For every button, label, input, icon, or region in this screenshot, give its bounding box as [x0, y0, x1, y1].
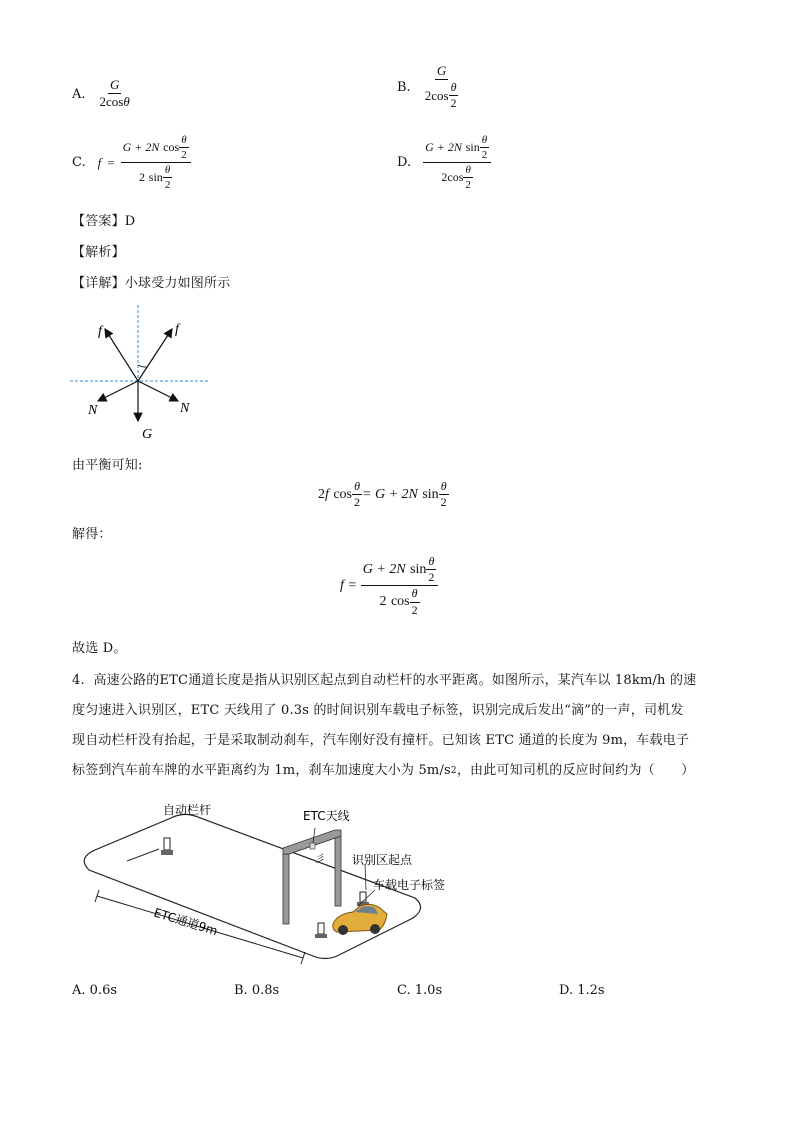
denominator-var: θ	[123, 94, 130, 110]
option-d-bottom[interactable]	[559, 983, 605, 998]
denominator-func: 2cos	[99, 94, 124, 110]
half-angle-num: θ	[179, 134, 188, 148]
q4-line4-post: ，由此可知司机的反应时间约为（ ）	[456, 763, 695, 778]
eq-func-cos: cos	[333, 486, 353, 502]
option-letter: D.	[559, 983, 574, 998]
half-angle-num: θ	[352, 480, 362, 495]
conclusion: 故选 D。	[72, 641, 127, 656]
option-b[interactable]	[397, 64, 461, 111]
half-angle-num: θ	[480, 134, 489, 148]
option-letter: D.	[397, 155, 412, 171]
option-letter: C.	[397, 983, 411, 998]
force-diagram	[70, 305, 215, 445]
half-angle-den: 2	[164, 179, 171, 192]
den-func: sin	[148, 170, 163, 185]
half-angle-den: 2	[440, 495, 447, 510]
option-letter: A.	[72, 983, 86, 998]
half-angle-den: 2	[181, 149, 187, 162]
label-n-left: N	[88, 403, 98, 418]
label-barrier: 自动栏杆	[163, 803, 212, 817]
half-angle-den: 2	[411, 602, 418, 617]
normal-left-arrow	[98, 381, 138, 401]
half-angle-num: θ	[163, 164, 172, 178]
half-angle-den: 2	[450, 96, 457, 111]
half-angle-den: 2	[481, 149, 488, 162]
half-angle-num: θ	[426, 555, 436, 570]
option-letter: B.	[234, 983, 248, 998]
option-value: 1.2s	[577, 983, 605, 998]
zone-start-pointer	[365, 864, 366, 890]
svg-text:彡: 彡	[314, 854, 324, 865]
half-angle-den: 2	[428, 570, 435, 585]
answer-line: 【答案】D	[72, 214, 136, 229]
lhs-var: f	[97, 154, 102, 170]
option-letter: C.	[72, 155, 86, 171]
detail-line: 【详解】小球受力如图所示	[72, 276, 231, 291]
option-a-fraction	[98, 78, 132, 111]
num-func: sin	[410, 561, 427, 577]
label-g: G	[142, 427, 153, 442]
lower-post	[315, 923, 327, 938]
option-a[interactable]	[72, 78, 132, 111]
equation-solution	[340, 555, 438, 617]
eq-func-sin: sin	[422, 486, 439, 502]
friction-left-arrow	[105, 329, 138, 381]
barrier-post	[161, 838, 173, 855]
num-var: N	[151, 140, 160, 154]
etc-diagram	[75, 798, 446, 970]
question-number: 4.	[72, 673, 85, 688]
q4-line3: 现自动栏杆没有抬起，于是采取制动刹车，汽车刚好没有撞杆。已知该 ETC 通道的长度为 9m，车载电子	[72, 733, 690, 748]
num-var: N	[453, 140, 462, 154]
label-n-right: N	[180, 401, 190, 416]
half-angle-den: 2	[354, 495, 361, 510]
half-angle-den: 2	[465, 179, 471, 192]
option-value: 1.0s	[414, 983, 443, 998]
num-var: N	[396, 561, 406, 577]
option-b-fraction	[423, 64, 461, 111]
numerator: G	[108, 78, 121, 94]
eq-lead: 2	[318, 486, 325, 502]
solve-text: 解得：	[72, 527, 112, 542]
den-lead: 2	[138, 170, 145, 185]
equals-sign: =	[348, 577, 357, 593]
half-angle-num: θ	[410, 587, 420, 602]
analysis-label: 【解析】	[72, 245, 125, 260]
den-func: cos	[447, 170, 464, 185]
option-a-bottom[interactable]	[72, 983, 117, 998]
option-letter: A.	[72, 86, 86, 102]
equation-balance	[318, 480, 449, 509]
option-d-fraction	[423, 134, 491, 191]
option-b-bottom[interactable]	[234, 983, 279, 998]
eq-var-f: f	[325, 486, 329, 502]
option-value: 0.8s	[251, 983, 280, 998]
den-func: cos	[390, 594, 410, 610]
friction-right-arrow	[138, 329, 172, 381]
option-c[interactable]	[72, 134, 191, 191]
label-length: ETC通道9m	[152, 905, 220, 939]
half-angle-num: θ	[439, 480, 449, 495]
lhs-var: f	[340, 577, 344, 593]
eq-middle: = G + 2	[362, 486, 409, 502]
zone-start-marker	[357, 892, 369, 906]
num-lead: G + 2	[122, 140, 152, 154]
label-tag: 车载电子标签	[373, 878, 446, 892]
q4-line1: 高速公路的ETC通道长度是指从识别区起点到自动栏杆的水平距离。如图所示，某汽车以 18km/h 的速	[93, 673, 697, 688]
label-f-left: f	[98, 324, 102, 339]
question-4	[72, 666, 732, 786]
option-c-bottom[interactable]	[397, 983, 442, 998]
half-angle-num: θ	[463, 164, 472, 178]
equals-sign: =	[107, 154, 115, 170]
eq-var-n: N	[408, 486, 418, 502]
option-value: 0.6s	[89, 983, 118, 998]
denominator-func: 2cos	[424, 87, 449, 103]
normal-right-arrow	[138, 381, 178, 401]
label-antenna: ETC天线	[303, 809, 350, 823]
half-angle-num: θ	[449, 81, 459, 96]
num-func: cos	[163, 140, 180, 154]
label-f-right: f	[175, 322, 179, 337]
lane-mark	[127, 849, 159, 861]
option-d[interactable]	[397, 134, 491, 191]
label-zone-start: 识别区起点	[352, 853, 413, 867]
antenna-gantry	[283, 830, 341, 924]
q4-superscript: 2	[450, 766, 457, 776]
balance-text: 由平衡可知:	[72, 458, 143, 473]
option-letter: B.	[397, 79, 411, 95]
den-lead: 2	[379, 594, 387, 610]
den-lead: 2	[441, 170, 448, 185]
q4-line4-pre: 标签到汽车前车牌的水平距离约为 1m，刹车加速度大小为 5m/s	[72, 763, 451, 778]
num-lead: G + 2	[362, 561, 397, 577]
option-c-fraction	[121, 134, 191, 191]
angle-arc	[138, 365, 147, 367]
num-lead: G + 2	[425, 140, 454, 154]
q4-line2: 度匀速进入识别区，ETC 天线用了 0.3s 的时间识别车载电子标签，识别完成后发出“滴”的一声，司机发	[72, 703, 684, 718]
num-func: sin	[465, 140, 480, 154]
car	[333, 904, 387, 935]
numerator: G	[435, 64, 448, 80]
road-outline	[84, 814, 420, 958]
